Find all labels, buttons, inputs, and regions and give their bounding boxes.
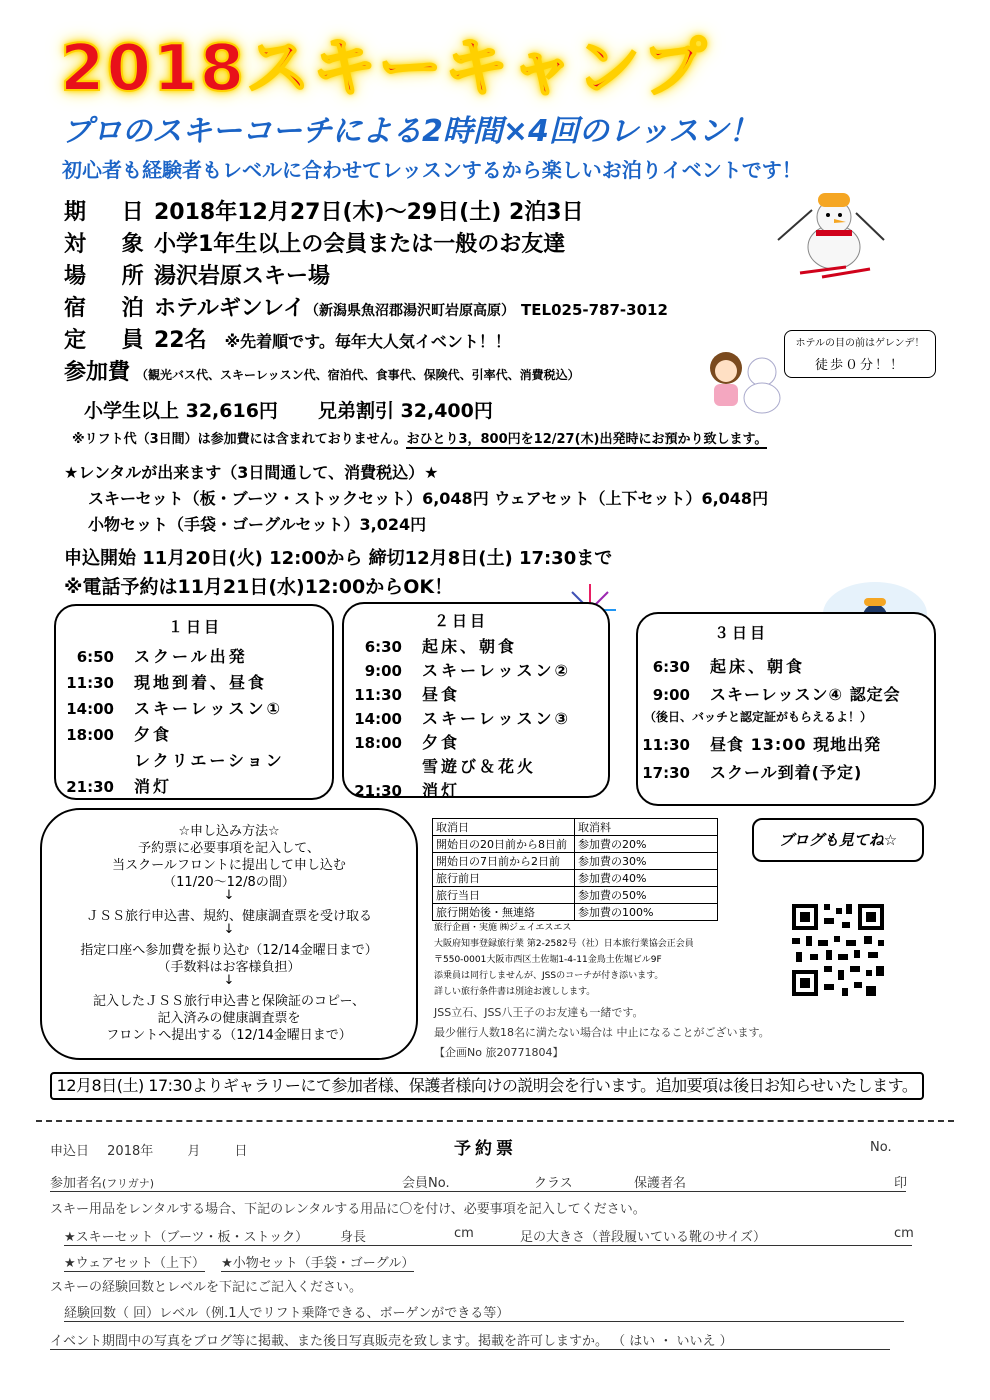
schedule-row: 11:30 昼食 bbox=[354, 685, 461, 704]
rental-line1: スキーセット（板・ブーツ・ストックセット）6,048円 ウェアセット（上下セット）6,048円 bbox=[88, 489, 769, 508]
procedure-line: （手数料はお客様負担） bbox=[157, 960, 301, 975]
procedure-line: 当スクールフロントに提出して申し込む bbox=[112, 858, 346, 873]
form-wear-row bbox=[64, 1252, 414, 1271]
schedule-row: 雪遊び＆花火 bbox=[422, 757, 537, 776]
form-ski-row[interactable] bbox=[64, 1226, 912, 1246]
lift-note-underlined: おひとり3，800円を12/27(木)出発時にお預かり致します。 bbox=[406, 432, 768, 447]
place-label: 場 所 bbox=[64, 264, 158, 289]
experience-instructions: スキーの経験回数とレベルを下記にご記入ください。 bbox=[50, 1280, 363, 1295]
form-date-row bbox=[50, 1140, 248, 1159]
stay-value: ホテルギンレイ bbox=[154, 296, 306, 321]
schedule-row: 6:50 スクール出発 bbox=[76, 647, 248, 666]
briefing-text: 12月8日(土) 17:30よりギャラリーにて参加者様、保護者様向けの説明会を行います。追加要項は後日お知らせいたします。 bbox=[56, 1076, 918, 1095]
form-month: 月 bbox=[187, 1144, 201, 1159]
height-unit: cm bbox=[454, 1226, 474, 1241]
procedure-box bbox=[40, 808, 418, 1060]
form-day: 日 bbox=[234, 1144, 248, 1159]
ski-set-option[interactable]: ★スキーセット（ブーツ・板・ストック） bbox=[64, 1230, 309, 1245]
wear-set-option[interactable]: ★ウェアセット（上下） bbox=[64, 1256, 206, 1271]
tagline: 初心者も経験者もレベルに合わせてレッスンするから楽しいお泊りイベントです！ bbox=[62, 158, 802, 182]
schedule-row: 18:00 夕食 bbox=[66, 725, 173, 744]
schedule-row: 17:30 スクール到着(予定) bbox=[642, 763, 863, 782]
rental-heading: ★レンタルが出来ます（3日間通して、消費税込）★ bbox=[64, 463, 439, 482]
company-line: 大阪府知事登録旅行業 第2-2582号（社）日本旅行業協会正会員 bbox=[434, 939, 694, 949]
snowman-skier-illustration bbox=[772, 185, 892, 285]
apply-period: 申込開始 11月20日(火) 12:00から 締切12月8日(土) 17:30まで bbox=[64, 548, 613, 569]
day2-title: ２日目 bbox=[434, 612, 489, 630]
schedule-row: 11:30 昼食 13:00 現地出発 bbox=[642, 735, 882, 754]
target-value: 小学1年生以上の会員または一般のお友達 bbox=[154, 232, 566, 257]
note-line: JSS立石、JSS八王子のお友達も一緒です。 bbox=[434, 1006, 644, 1019]
table-row: 開始日の7日前から2日前 参加費の30% bbox=[433, 853, 718, 870]
procedure-line: （11/20～12/8の間） bbox=[163, 875, 295, 890]
procedure-arrow: ↓ bbox=[223, 973, 235, 988]
girl-snowman-illustration bbox=[700, 344, 782, 414]
procedure-line: 予約票に必要事項を記入して、 bbox=[138, 841, 320, 856]
hotel-bubble-line1: ホテルの目の前はゲレンデ！ bbox=[795, 338, 925, 349]
schedule-row: 9:00 スキーレッスン④ 認定会 bbox=[652, 685, 901, 704]
schedule-row: 9:00 スキーレッスン② bbox=[364, 661, 572, 680]
schedule-row: （後日、バッチと認定証がもらえるよ！） bbox=[644, 710, 873, 724]
place-value: 湯沢岩原スキー場 bbox=[154, 264, 331, 289]
table-row: 旅行開始後・無連絡 参加費の100% bbox=[433, 904, 718, 921]
date-value: 2018年12月27日(木)～29日(土) 2泊3日 bbox=[154, 200, 584, 225]
procedure-line: 記入済みの健康調査票を bbox=[157, 1011, 301, 1026]
blog-bubble bbox=[752, 818, 924, 862]
company-line: 詳しい旅行条件書は別途お渡しします。 bbox=[434, 987, 596, 997]
rental-instructions: スキー用品をレンタルする場合、下記のレンタルする用品に〇を付け、必要事項を記入してください。 bbox=[50, 1202, 646, 1217]
cut-line bbox=[36, 1120, 954, 1122]
procedure-arrow: ↓ bbox=[223, 888, 235, 903]
form-name-row[interactable] bbox=[50, 1172, 906, 1192]
schedule-row: 14:00 スキーレッスン③ bbox=[354, 709, 572, 728]
plan-number: 【企画No 旅20771804】 bbox=[434, 1046, 564, 1059]
cancellation-table bbox=[432, 818, 718, 921]
page-title: 2018スキーキャンプ bbox=[60, 32, 709, 106]
phone-reservation: ※電話予約は11月21日(水)12:00からOK！ bbox=[64, 576, 454, 598]
foot-unit: cm bbox=[894, 1226, 914, 1241]
procedure-line: 記入したＪＳＳ旅行申込書と保険証のコピー、 bbox=[93, 994, 365, 1009]
schedule-row: レクリエーション bbox=[134, 751, 285, 770]
schedule-day1 bbox=[54, 604, 334, 800]
stay-tel: TEL025-787-3012 bbox=[521, 301, 668, 319]
qr-code[interactable] bbox=[788, 900, 888, 1000]
schedule-row: 6:30 起床、朝食 bbox=[652, 657, 806, 676]
company-line: 添乗員は同行しませんが、JSSのコーチが付き添います。 bbox=[434, 971, 664, 981]
schedule-row: 18:00 夕食 bbox=[354, 733, 461, 752]
lift-note-text: ※リフト代（3日間）は参加費には含まれておりません。 bbox=[72, 432, 407, 447]
fee-note: （観光バス代、スキーレッスン代、宿泊代、食事代、保険代、引率代、消費税込） bbox=[136, 368, 580, 382]
date-label: 期 日 bbox=[64, 200, 158, 225]
fee-row bbox=[64, 358, 580, 390]
target-row bbox=[64, 230, 565, 260]
table-row: 旅行前日 参加費の40% bbox=[433, 870, 718, 887]
foot-label: 足の大きさ（普段履いている靴のサイズ） bbox=[520, 1230, 766, 1245]
procedure-arrow: ↓ bbox=[223, 922, 235, 937]
procedure-line: フロントへ提出する（12/14金曜日まで） bbox=[106, 1028, 352, 1043]
schedule-row: 21:30 消灯 bbox=[354, 781, 461, 800]
date-label: 申込日 bbox=[50, 1144, 90, 1159]
stay-label: 宿 泊 bbox=[64, 296, 158, 321]
stay-row bbox=[64, 294, 668, 326]
procedure-line: ＪＳＳ旅行申込書、規約、健康調査票を受け取る bbox=[85, 909, 372, 924]
height-label: 身長 bbox=[340, 1230, 367, 1245]
hotel-bubble-line2: 徒歩０分！！ bbox=[814, 358, 905, 373]
photo-permission-line[interactable]: イベント期間中の写真をブログ等に掲載、また後日写真販売を致します。掲載を許可しますか。 （ はい ・ いいえ ） bbox=[50, 1330, 890, 1350]
schedule-row: 21:30 消灯 bbox=[66, 777, 173, 796]
guardian-label: 保護者名 bbox=[634, 1176, 687, 1191]
seal-label: 印 bbox=[894, 1176, 908, 1191]
rental-line2: 小物セット（手袋・ゴーグルセット）3,024円 bbox=[88, 515, 427, 534]
date-row bbox=[64, 198, 584, 228]
day3-title: ３日目 bbox=[714, 624, 769, 642]
member-no-label: 会員No. bbox=[402, 1176, 450, 1191]
table-header-row: 取消日 取消料 bbox=[433, 819, 718, 836]
company-line: 〒550-0001大阪市西区土佐堀1-4-11金鳥土佐堀ビル9F bbox=[434, 955, 662, 965]
fee-label: 参加費 bbox=[64, 360, 131, 385]
fee-price-row bbox=[84, 396, 493, 423]
small-set-option[interactable]: ★小物セット（手袋・ゴーグル） bbox=[221, 1256, 415, 1271]
schedule-day3 bbox=[636, 612, 936, 806]
fee-sibling: 兄弟割引 32,400円 bbox=[317, 400, 493, 422]
capacity-value: 22名 bbox=[154, 328, 207, 353]
place-row bbox=[64, 262, 330, 292]
class-label: クラス bbox=[534, 1176, 573, 1191]
procedure-title: ☆申し込み方法☆ bbox=[178, 824, 280, 839]
form-no: No. bbox=[870, 1140, 892, 1155]
capacity-row bbox=[64, 326, 511, 357]
schedule-row: 11:30 現地到着、昼食 bbox=[66, 673, 268, 692]
capacity-note: ※先着順です。毎年大人気イベント！！ bbox=[224, 332, 511, 351]
schedule-row: 14:00 スキーレッスン① bbox=[66, 699, 284, 718]
note-line: 最少催行人数18名に満たない場合は 中止になることがございます。 bbox=[434, 1026, 770, 1039]
company-line: 旅行企画・実施 ㈱ジェイエスエス bbox=[434, 923, 572, 933]
schedule-row: 6:30 起床、朝食 bbox=[364, 637, 518, 656]
schedule-day2 bbox=[342, 602, 610, 798]
form-title: 予約票 bbox=[454, 1139, 517, 1159]
target-label: 対 象 bbox=[64, 232, 158, 257]
briefing-box bbox=[50, 1072, 924, 1100]
lift-note bbox=[72, 428, 767, 447]
hotel-speech-bubble bbox=[784, 330, 936, 378]
form-year: 2018年 bbox=[107, 1144, 154, 1159]
stay-address: （新潟県魚沼郡湯沢町岩原高原） bbox=[305, 303, 516, 319]
fee-price: 小学生以上 32,616円 bbox=[84, 400, 278, 422]
experience-line[interactable]: 経験回数（ 回）レベル（例.1人でリフト乗降できる、ボーゲンができる等） bbox=[64, 1302, 904, 1322]
capacity-label: 定 員 bbox=[64, 328, 158, 353]
subtitle: プロのスキーコーチによる2時間×4回のレッスン！ bbox=[62, 114, 759, 149]
day1-title: １日目 bbox=[168, 618, 223, 636]
name-kana: (フリガナ) bbox=[102, 1177, 155, 1190]
blog-label: ブログも見てね☆ bbox=[778, 831, 898, 849]
name-label: 参加者名 bbox=[50, 1176, 103, 1191]
table-row: 旅行当日 参加費の50% bbox=[433, 887, 718, 904]
procedure-line: 指定口座へ参加費を振り込む（12/14金曜日まで） bbox=[80, 943, 378, 958]
table-row: 開始日の20日前から8日前 参加費の20% bbox=[433, 836, 718, 853]
